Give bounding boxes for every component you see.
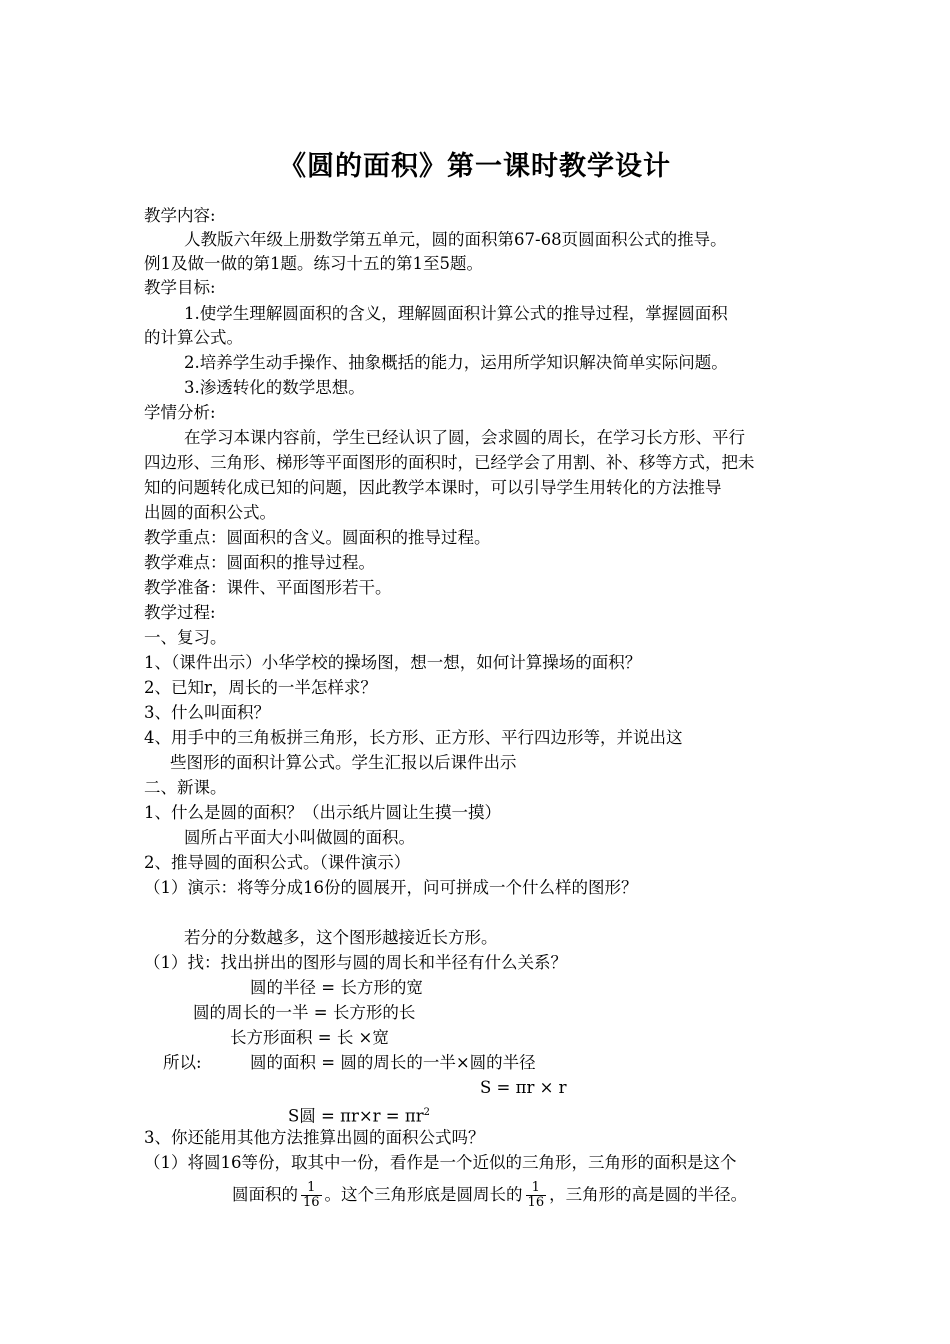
text-line: 教学难点：圆面积的推导过程。 xyxy=(144,553,375,572)
text-line: 教学重点：圆面积的含义。圆面积的推导过程。 xyxy=(144,528,491,547)
fraction xyxy=(526,1181,547,1210)
text-line: 例1及做一做的第1题。练习十五的第1至5题。 xyxy=(144,254,483,273)
text-line: 3、你还能用其他方法推算出圆的面积公式吗？ xyxy=(144,1128,485,1147)
text-line: （1）将圆16等份，取其中一份，看作是一个近似的三角形，三角形的面积是这个 xyxy=(144,1153,737,1172)
formula-line: 圆的半径 = 长方形的宽 xyxy=(250,978,423,997)
text-line: 些图形的面积计算公式。学生汇报以后课件出示 xyxy=(170,753,517,772)
formula-line: S = πr × r xyxy=(480,1078,567,1097)
formula-line: 圆的周长的一半 = 长方形的长 xyxy=(193,1003,416,1022)
text-segment: ，三角形的高是圆的半径。 xyxy=(549,1185,748,1204)
text-line: 2、推导圆的面积公式。（课件演示） xyxy=(144,853,411,872)
text-line: 4、用手中的三角板拼三角形，长方形、正方形、平行四边形等，并说出这 xyxy=(144,728,683,747)
text-line: 1、（课件出示）小华学校的操场图，想一想，如何计算操场的面积？ xyxy=(144,653,642,672)
formula-label: 所以: xyxy=(163,1053,202,1072)
text-segment: 圆面积的 xyxy=(232,1185,298,1204)
text-line: 教学内容: xyxy=(144,206,216,225)
text-line: 1.使学生理解圆面积的含义，理解圆面积计算公式的推导过程，掌握圆面积 xyxy=(184,304,728,323)
document-title: 《圆的面积》第一课时教学设计 xyxy=(279,151,671,182)
fraction-denominator: 16 xyxy=(303,1195,320,1210)
text-line: 四边形、三角形、梯形等平面图形的面积时，已经学会了用割、补、移等方式，把未 xyxy=(144,453,755,472)
formula-line: 圆的面积 = 圆的周长的一半×圆的半径 xyxy=(250,1053,536,1072)
text-line: 圆所占平面大小叫做圆的面积。 xyxy=(184,828,415,847)
text-line: 若分的分数越多，这个图形越接近长方形。 xyxy=(184,928,498,947)
text-line: 的计算公式。 xyxy=(144,328,243,347)
exponent: 2 xyxy=(423,1107,430,1118)
text-line: 3、什么叫面积？ xyxy=(144,703,270,722)
text-line: 学情分析: xyxy=(144,403,216,422)
fraction-line xyxy=(232,1178,747,1212)
text-line: 2、已知r，周长的一半怎样求？ xyxy=(144,678,377,697)
text-line: （1）找：找出拼出的图形与圆的周长和半径有什么关系？ xyxy=(144,953,567,972)
text-line: 二、新课。 xyxy=(144,778,227,797)
fraction-denominator: 16 xyxy=(527,1195,545,1210)
text-line: 知的问题转化成已知的问题，因此教学本课时，可以引导学生用转化的方法推导 xyxy=(144,478,722,497)
text-line: 教学过程: xyxy=(144,603,216,622)
text-line: 2.培养学生动手操作、抽象概括的能力，运用所学知识解决简单实际问题。 xyxy=(184,353,728,372)
formula-text: S圆 = πr×r = πr xyxy=(288,1106,424,1126)
text-line: 1、什么是圆的面积？（出示纸片圆让生摸一摸） xyxy=(144,803,501,822)
formula-line: 长方形面积 = 长 ×宽 xyxy=(230,1028,389,1047)
area-formula-line xyxy=(288,1102,430,1128)
text-line: 教学准备：课件、平面图形若干。 xyxy=(144,578,392,597)
fraction xyxy=(301,1181,322,1210)
text-line: 教学目标: xyxy=(144,278,216,297)
text-segment: 。这个三角形底是圆周长的 xyxy=(324,1185,523,1204)
fraction-numerator: 1 xyxy=(526,1181,547,1196)
text-line: 出圆的面积公式。 xyxy=(144,503,276,522)
fraction-numerator: 1 xyxy=(301,1181,322,1196)
text-line: 3.渗透转化的数学思想。 xyxy=(184,378,365,397)
text-line: 一、复习。 xyxy=(144,628,227,647)
text-line: 在学习本课内容前，学生已经认识了圆，会求圆的周长，在学习长方形、平行 xyxy=(184,428,745,447)
text-line: （1）演示：将等分成16份的圆展开，问可拼成一个什么样的图形？ xyxy=(144,878,638,897)
text-line: 人教版六年级上册数学第五单元，圆的面积第67-68页圆面积公式的推导。 xyxy=(184,230,727,249)
